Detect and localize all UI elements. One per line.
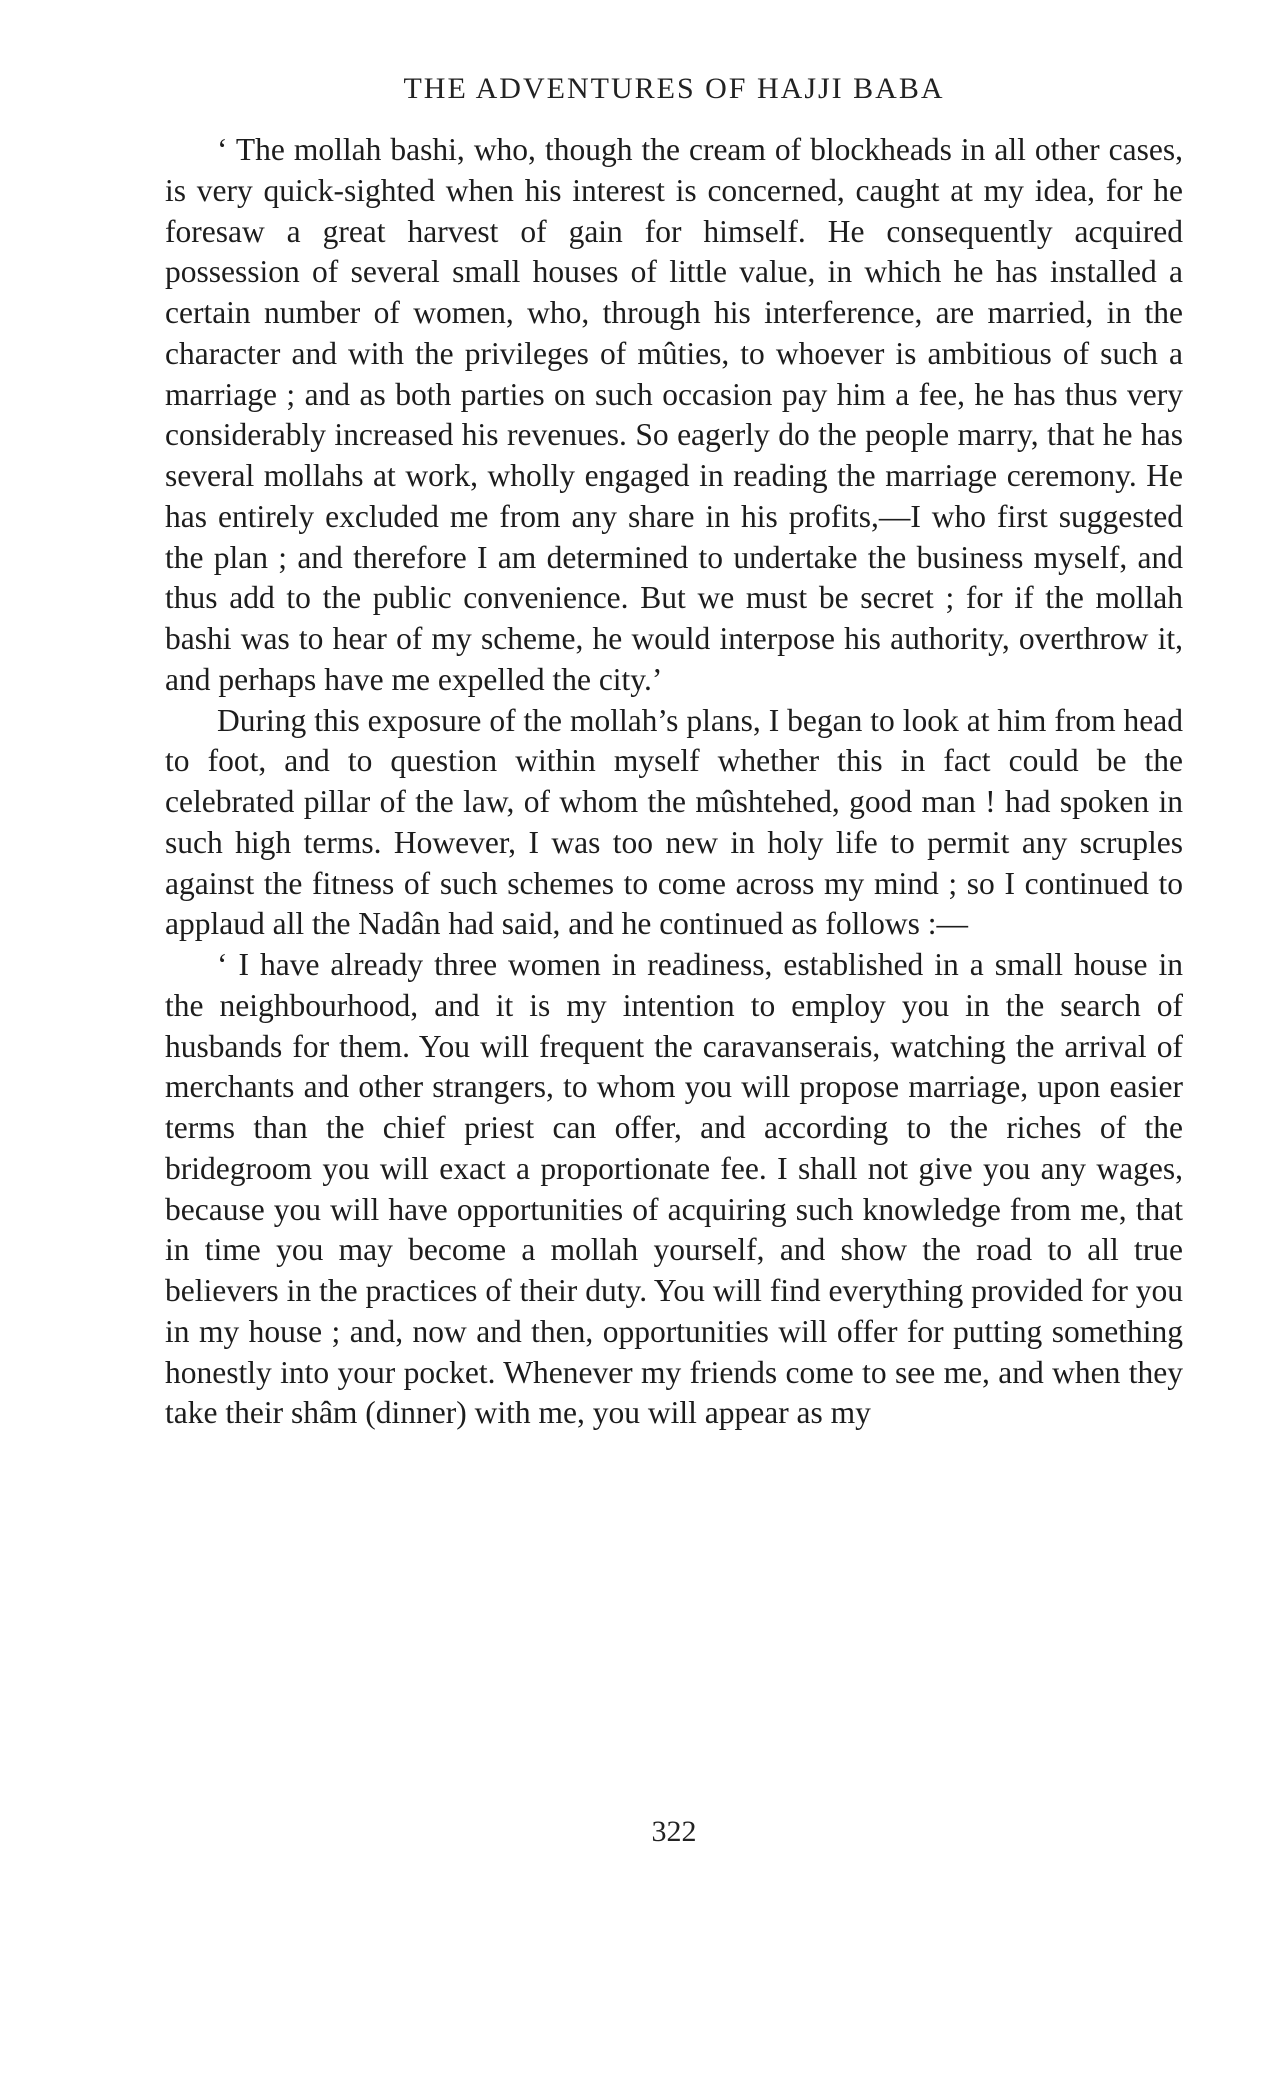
body-text [165,130,1183,1434]
paragraph-mollah-scheme: ‘ The mollah bashi, who, though the cream of blockheads in all other cases, is very quick-sighted when his interest is concerned, caught at my idea, for he foresaw a great harvest of gain for himself. He consequently acquired possession of several small houses of little value, in which he has installed a certain number of women, who, through his interference, are married, in the character and with the privileges of mûties, to whoever is ambitious of such a marriage ; and as both parties on such occasion pay him a fee, he has thus very considerably increased his revenues. So eagerly do the people marry, that he has several mollahs at work, wholly engaged in reading the marriage ceremony. He has entirely excluded me from any share in his profits,—I who first suggested the plan ; and therefore I am determined to undertake the business myself, and thus add to the public convenience. But we must be secret ; for if the mollah bashi was to hear of my scheme, he would interpose his authority, overthrow it, and perhaps have me expelled the city.’ [165,132,1183,697]
page-number: 322 [651,1815,697,1848]
running-head: THE ADVENTURES OF HAJJI BABA [403,72,945,105]
paragraph-three-women: ‘ I have already three women in readiness, established in a small house in the neighbourhood, and it is my intention to employ you in the search of husbands for them. You will frequent the caravanserais, watching the arrival of merchants and other strangers, to whom you will propose marriage, upon easier terms than the chief priest can offer, and according to the riches of the bridegroom you will exact a proportionate fee. I shall not give you any wages, because you will have opportunities of acquiring such knowledge from me, that in time you may become a mollah yourself, and show the road to all true believers in the practices of their duty. You will find everything provided for you in my house ; and, now and then, opportunities will offer for putting something honestly into your pocket. Whenever my friends come to see me, and when they take their shâm (dinner) with me, you will appear as my [165,947,1183,1431]
paragraph-exposure: During this exposure of the mollah’s plans, I began to look at him from head to foot, and to question within myself whether this in fact could be the celebrated pillar of the law, of whom the mûshtehed, good man ! had spoken in such high terms. However, I was too new in holy life to permit any scruples against the fitness of such schemes to come across my mind ; so I continued to applaud all the Nadân had said, and he continued as follows :— [165,702,1183,942]
